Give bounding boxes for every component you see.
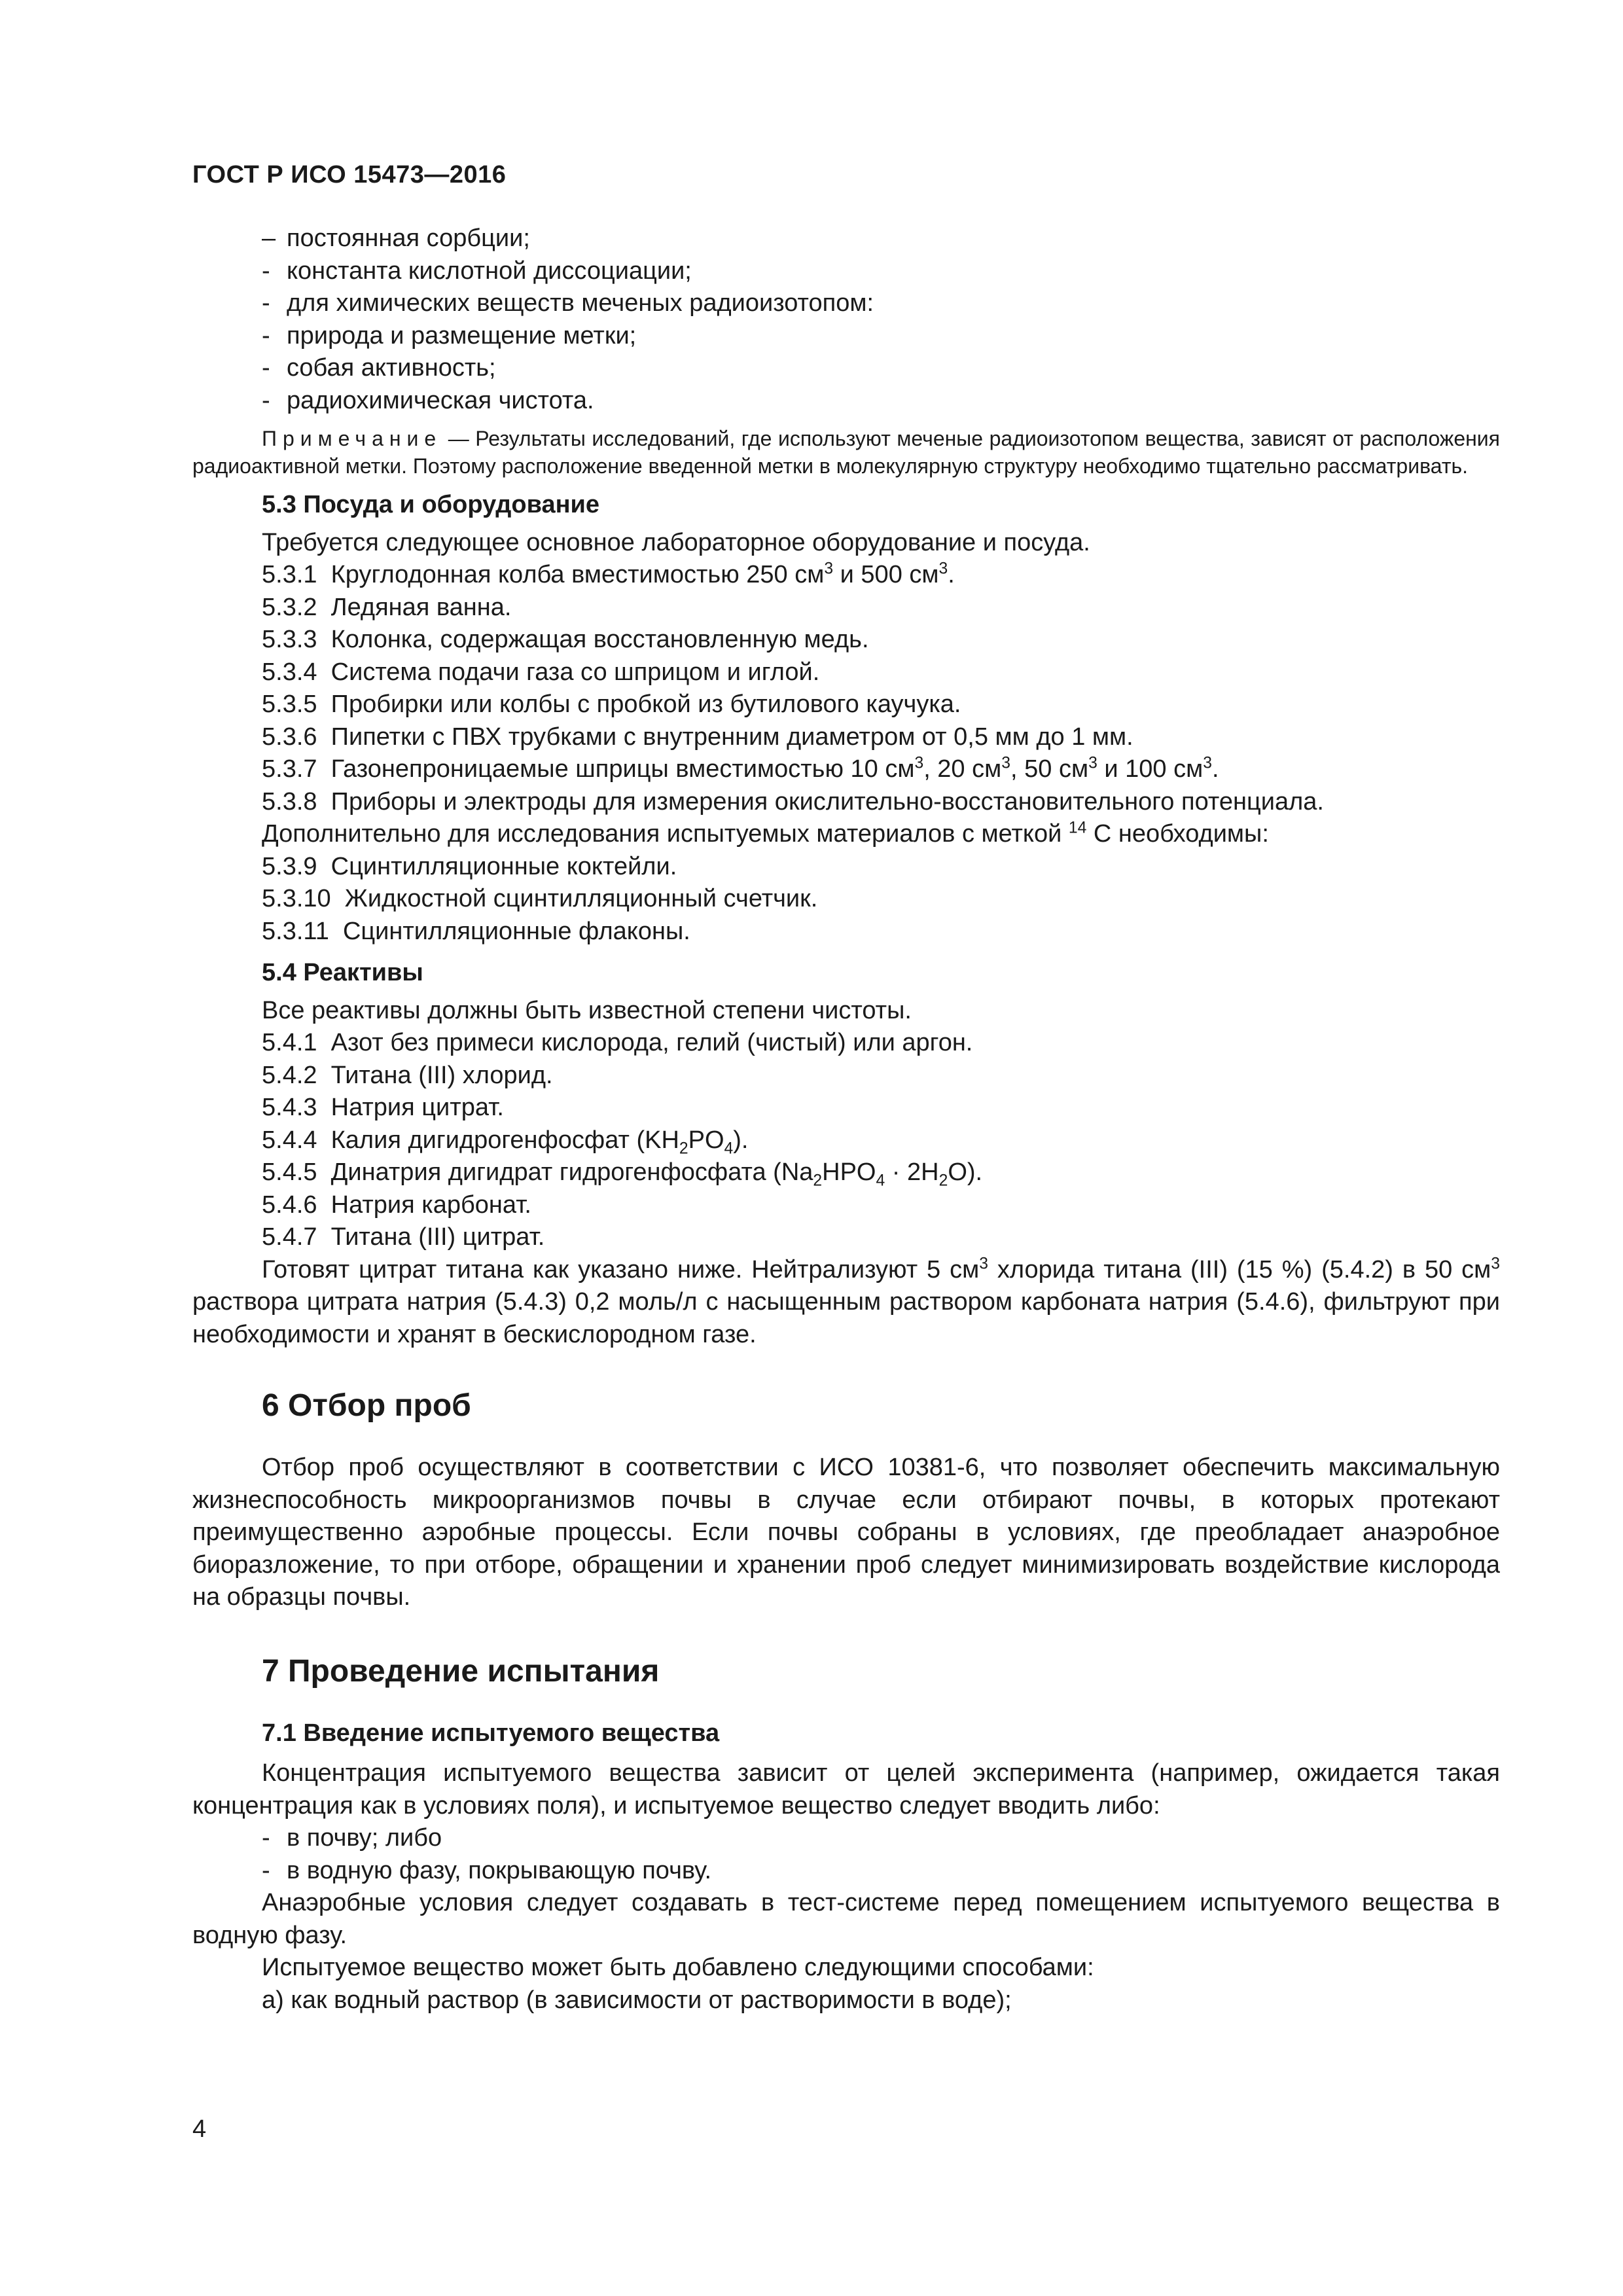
section-heading-5-3: 5.3 Посуда и оборудование bbox=[262, 491, 600, 518]
list-item: - для химических веществ меченых радиоизотопом: bbox=[262, 289, 874, 317]
page-number: 4 bbox=[192, 2115, 207, 2143]
paragraph: Требуется следующее основное лабораторное оборудование и посуда. bbox=[262, 528, 1090, 556]
list-item: - радиохимическая чистота. bbox=[262, 386, 594, 414]
section-heading-5-4: 5.4 Реактивы bbox=[262, 959, 423, 986]
list-item: а) как водный раствор (в зависимости от растворимости в воде); bbox=[262, 1986, 1012, 2014]
list-item: 5.4.7 Титана (III) цитрат. bbox=[262, 1223, 545, 1251]
paragraph: Отбор проб осуществляют в соответствии с ИСО 10381-6, что позволяет обеспечить максимальную жизнеспособность микроорганизмов почвы в случае если отбирают почвы, в которых протекают преимущественно аэробные процессы. Если почвы собраны в условиях, где преобладает анаэробное биоразложение, то при отборе, обращении и хранении проб следует минимизировать воздействие кислорода на образцы почвы. bbox=[192, 1454, 1500, 1611]
section-heading-6: 6 Отбор проб bbox=[262, 1388, 471, 1423]
paragraph: Дополнительно для исследования испытуемых материалов с меткой $^{14}$ С необходимы: bbox=[262, 819, 1269, 848]
list-item: 5.3.2 Ледяная ванна. bbox=[262, 593, 512, 621]
section-heading-7-1: 7.1 Введение испытуемого вещества bbox=[262, 1719, 720, 1747]
list-item: 5.3.8 Приборы и электроды для измерения окислительно-восстановительного потенциала. bbox=[262, 787, 1324, 816]
list-item: 5.4.6 Натрия карбонат. bbox=[262, 1191, 531, 1219]
list-item: - природа и размещение метки; bbox=[262, 321, 637, 350]
note-label: Примечание bbox=[262, 427, 442, 450]
list-item: – постоянная сорбции; bbox=[262, 224, 530, 252]
section-heading-7: 7 Проведение испытания bbox=[262, 1653, 660, 1689]
paragraph: Готовят цитрат титана как указано ниже. Нейтрализуют 5 $см^3$ хлорида титана (III) (15 %) (5.4.2) в 50 $см^3$ раствора цитрата натрия (5.4.3) 0,2 моль/л с насыщенным раствором карбоната натрия (5.4.6), фильтруют при необходимости и хранят в бескислородном газе. bbox=[192, 1254, 1501, 1348]
list-item: 5.3.9 Сцинтилляционные коктейли. bbox=[262, 852, 677, 880]
list-item: 5.3.5 Пробирки или колбы с пробкой из бутилового каучука. bbox=[262, 691, 961, 718]
list-item: 5.3.10 Жидкостной сцинтилляционный счетчик. bbox=[262, 885, 818, 912]
list-item: 5.3.1 Круглодонная колба вместимостью 250 $см^3$ и 500 $см^3$. bbox=[262, 560, 955, 588]
list-item: 5.3.3 Колонка, содержащая восстановленную медь. bbox=[262, 626, 869, 653]
properties-list bbox=[192, 223, 1500, 417]
note-paragraph: Примечание — Результаты исследований, где используют меченые радиоизотопом вещества, зависят от расположения радиоактивной метки. Поэтому расположение введенной метки в молекулярную структуру необходимо тщательно рассматривать. bbox=[192, 427, 1500, 478]
paragraph: Все реактивы должны быть известной степени чистоты. bbox=[262, 996, 912, 1024]
list-item: 5.4.3 Натрия цитрат. bbox=[262, 1094, 504, 1121]
page-content bbox=[192, 223, 1500, 2017]
list-item: - в почву; либо bbox=[262, 1824, 442, 1852]
list-item: 5.4.5 Динатрия дигидрат гидрогенфосфата $(Na_2HPO_4 \cdot 2H_2O)$. bbox=[262, 1158, 983, 1190]
list-item: 5.4.2 Титана (III) хлорид. bbox=[262, 1061, 553, 1089]
list-item: 5.3.6 Пипетки с ПВХ трубками с внутренним диаметром от 0,5 мм до 1 мм. bbox=[262, 723, 1133, 751]
document-header: ГОСТ Р ИСО 15473—2016 bbox=[192, 161, 507, 188]
list-item: 5.3.4 Система подачи газа со шприцом и иглой. bbox=[262, 658, 820, 686]
paragraph: Анаэробные условия следует создавать в тест-системе перед помещением испытуемого вещества в водную фазу. bbox=[192, 1889, 1500, 1949]
list-item: 5.4.1 Азот без примеси кислорода, гелий (чистый) или аргон. bbox=[262, 1029, 973, 1056]
paragraph: Испытуемое вещество может быть добавлено следующими способами: bbox=[262, 1954, 1094, 1981]
list-item: - собая активность; bbox=[262, 354, 496, 382]
list-item: 5.4.4 Калия дигидрогенфосфат $(KH_2PO_4)$. bbox=[262, 1126, 749, 1158]
list-item: 5.3.11 Сцинтилляционные флаконы. bbox=[262, 917, 690, 945]
list-item: - в водную фазу, покрывающую почву. bbox=[262, 1856, 712, 1884]
paragraph: Концентрация испытуемого вещества зависит от целей эксперимента (например, ожидается такая концентрация как в условиях поля), и испытуемое вещество следует вводить либо: bbox=[192, 1759, 1500, 1820]
list-item: - константа кислотной диссоциации; bbox=[262, 257, 692, 285]
list-item: 5.3.7 Газонепроницаемые шприцы вместимостью 10 $см^3$, 20 $см^3$, 50 $см^3$ и 100 $см^3$. bbox=[262, 754, 1219, 783]
